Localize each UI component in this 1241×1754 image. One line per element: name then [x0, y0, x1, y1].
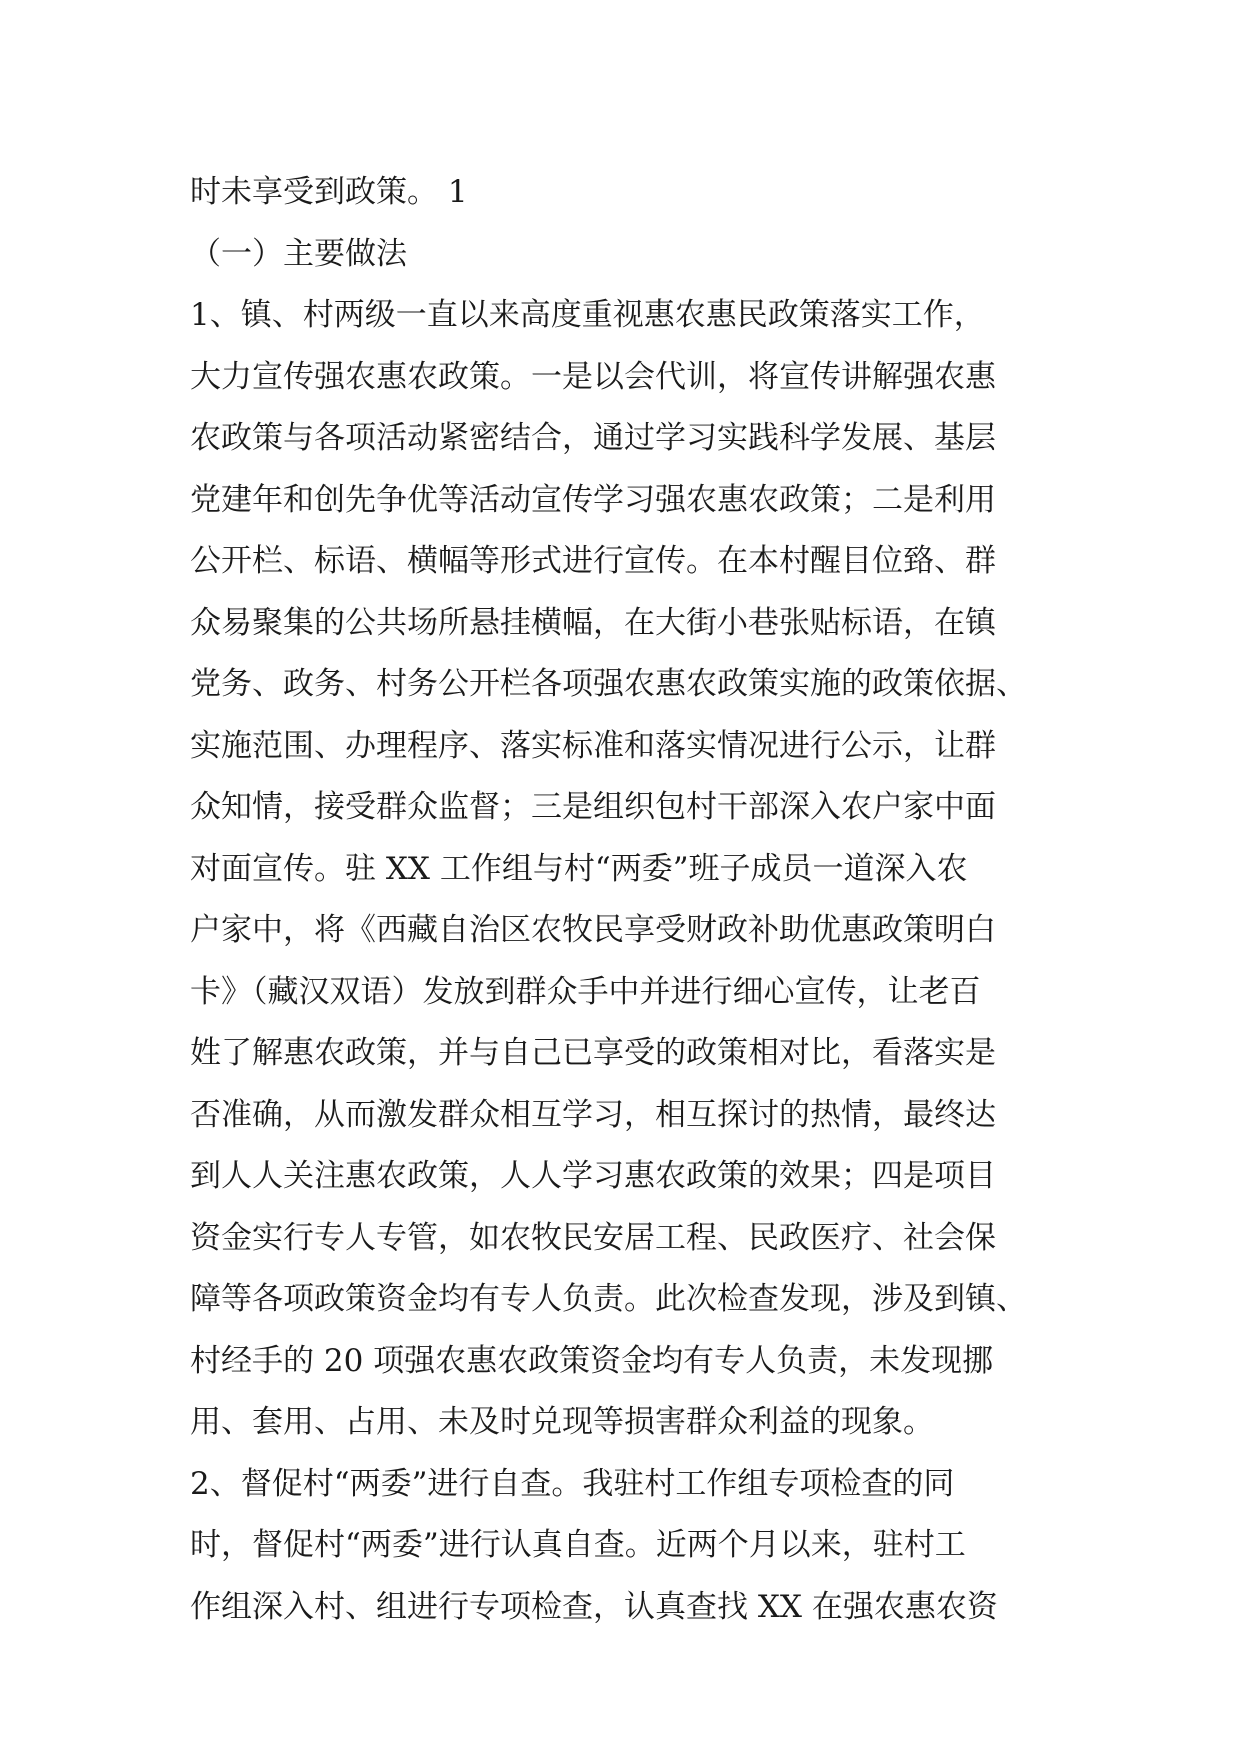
text-line: 对面宣传。驻 XX 工作组与村“两委”班子成员一道深入农 [190, 850, 968, 887]
text-line: 障等各项政策资金均有专人负责。此次检查发现，涉及到镇、 [190, 1281, 1027, 1317]
text-line: 大力宣传强农惠农政策。一是以会代训，将宣传讲解强农惠 [190, 358, 996, 395]
text-line: 众知情，接受群众监督；三是组织包村干部深入农户家中面 [190, 789, 996, 825]
text-line: 作组深入村、组进行专项检查，认真查找 XX 在强农惠农资 [190, 1588, 998, 1625]
text-line: 实施范围、办理程序、落实标准和落实情况进行公示，让群 [190, 727, 996, 764]
text-line: 公开栏、标语、横幅等形式进行宣传。在本村醒目位臵、群 [190, 543, 996, 579]
text-line: 2、督促村“两委”进行自查。我驻村工作组专项检查的同 [190, 1465, 955, 1502]
text-line: 村经手的 20 项强农惠农政策资金均有专人负责，未发现挪 [190, 1342, 994, 1379]
text-line: 资金实行专人专管，如农牧民安居工程、民政医疗、社会保 [190, 1219, 996, 1256]
text-line: 众易聚集的公共场所悬挂横幅，在大街小巷张贴标语，在镇 [190, 604, 996, 641]
text-line: 1、镇、村两级一直以来高度重视惠农惠民政策落实工作， [190, 297, 985, 333]
text-line: 党建年和创先争优等活动宣传学习强农惠农政策；二是利用 [190, 481, 996, 518]
text-line: 到人人关注惠农政策，人人学习惠农政策的效果；四是项目 [190, 1158, 996, 1194]
text-line: 卡》（藏汉双语）发放到群众手中并进行细心宣传，让老百 [190, 973, 981, 1010]
text-line: 用、套用、占用、未及时兑现等损害群众利益的现象。 [190, 1404, 934, 1440]
text-line: 否准确，从而激发群众相互学习，相互探讨的热情，最终达 [190, 1096, 996, 1133]
text-line: 户家中，将《西藏自治区农牧民享受财政补助优惠政策明白 [190, 912, 996, 948]
text-line: 时未享受到政策。 1 [190, 174, 468, 210]
text-line: 时，督促村“两委”进行认真自查。近两个月以来，驻村工 [190, 1527, 966, 1563]
text-line: 姓了解惠农政策，并与自己已享受的政策相对比，看落实是 [190, 1035, 996, 1071]
section-heading: （一）主要做法 [190, 235, 407, 272]
text-line: 农政策与各项活动紧密结合，通过学习实践科学发展、基层 [190, 420, 996, 456]
document-body [190, 162, 1070, 1638]
text-line: 党务、政务、村务公开栏各项强农惠农政策实施的政策依据、 [190, 666, 1027, 702]
